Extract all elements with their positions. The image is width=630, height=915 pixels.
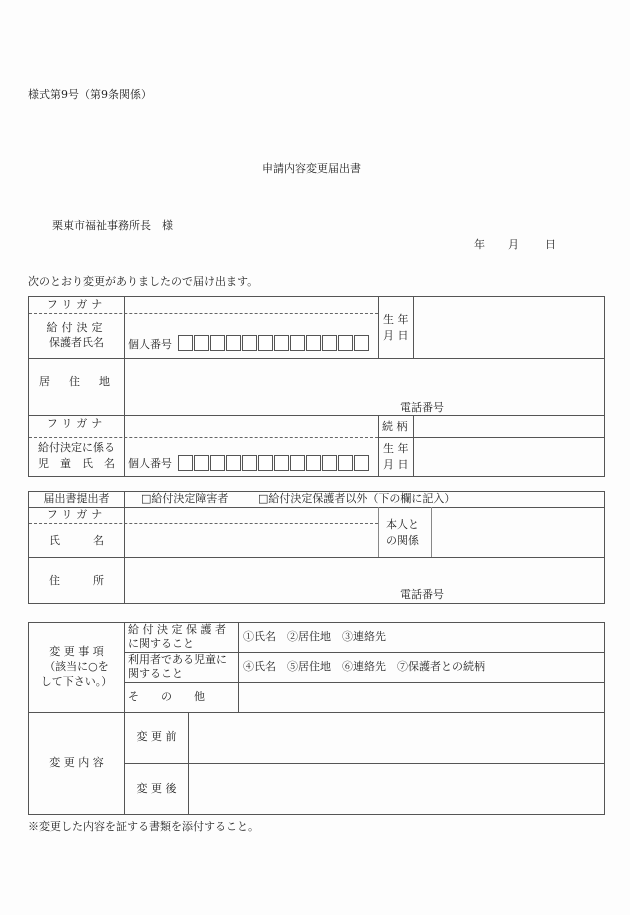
- individual-number-digit-box[interactable]: [338, 455, 353, 471]
- change-row-child-label-line2: 関すること: [128, 667, 183, 680]
- child-birthdate-input[interactable]: [418, 449, 598, 465]
- submitter-address-input[interactable]: [128, 565, 598, 583]
- change-items-label-line3: して下さい。）: [40, 675, 113, 688]
- child-birthdate-label-line1: 生 年: [383, 442, 409, 455]
- child-name-label-line1: 給付決定に係る: [38, 441, 115, 454]
- child-furigana-input[interactable]: [128, 419, 373, 433]
- guardian-birthdate-label-line1: 生 年: [383, 313, 409, 326]
- change-after-input[interactable]: [194, 780, 598, 798]
- change-row-guardian-label-line2: に関すること: [128, 637, 194, 650]
- submitter-address-label: 住 所: [49, 574, 104, 587]
- individual-number-digit-box[interactable]: [226, 455, 241, 471]
- child-relationship-label: 続 柄: [382, 420, 408, 433]
- date-day-label: 日: [545, 238, 556, 251]
- individual-number-digit-box[interactable]: [242, 335, 257, 351]
- change-row-guardian-label-line1: 給 付 決 定 保 護 者: [128, 623, 226, 636]
- guardian-furigana-input[interactable]: [128, 298, 373, 312]
- guardian-birthdate-label-line2: 月 日: [383, 329, 409, 342]
- submitter-phone-label: 電話番号: [400, 588, 444, 601]
- guardian-phone-input[interactable]: [455, 400, 595, 414]
- submitter-label: 届出書提出者: [43, 492, 110, 505]
- individual-number-digit-box[interactable]: [178, 335, 193, 351]
- child-birthdate-label-line2: 月 日: [383, 458, 409, 471]
- residence-input[interactable]: [128, 366, 598, 384]
- submitter-name-label: 氏 名: [49, 534, 104, 547]
- submitter-option-other[interactable]: □給付決定保護者以外（下の欄に記入）: [258, 492, 456, 505]
- submitter-phone-input[interactable]: [455, 587, 595, 601]
- individual-number-digit-box[interactable]: [178, 455, 193, 471]
- intro-text: 次のとおり変更がありましたので届け出ます。: [28, 275, 259, 288]
- change-row-other-label: そ の 他: [128, 690, 205, 703]
- relation-label-line1: 本人と: [386, 518, 419, 531]
- child-furigana-label: フリガナ: [46, 417, 107, 430]
- submitter-name-input[interactable]: [128, 530, 373, 548]
- individual-number-digit-box[interactable]: [242, 455, 257, 471]
- individual-number-digit-box[interactable]: [322, 335, 337, 351]
- change-before-label: 変 更 前: [136, 730, 177, 743]
- individual-number-digit-box[interactable]: [274, 455, 289, 471]
- change-before-input[interactable]: [194, 729, 598, 747]
- individual-number-digit-box[interactable]: [226, 335, 241, 351]
- child-relationship-input[interactable]: [418, 419, 598, 433]
- individual-number-digit-box[interactable]: [338, 335, 353, 351]
- individual-number-digit-box[interactable]: [258, 455, 273, 471]
- child-name-label-line2: 児 童 氏 名: [38, 457, 115, 470]
- individual-number-digit-box[interactable]: [194, 455, 209, 471]
- individual-number-digit-box[interactable]: [354, 455, 369, 471]
- form-number: 様式第9号（第9条関係）: [28, 88, 152, 101]
- date-year-label: 年: [474, 238, 485, 251]
- residence-label: 居 住 地: [39, 375, 114, 388]
- individual-number-digit-box[interactable]: [322, 455, 337, 471]
- change-row-child-label-line1: 利用者である児童に: [128, 653, 227, 666]
- guardian-phone-label: 電話番号: [400, 401, 444, 414]
- submitter-furigana-input[interactable]: [128, 509, 373, 522]
- change-after-label: 変 更 後: [136, 782, 177, 795]
- change-row-child-options[interactable]: ④氏名 ⑤居住地 ⑥連絡先 ⑦保護者との続柄: [243, 660, 485, 673]
- individual-number-digit-box[interactable]: [274, 335, 289, 351]
- individual-number-digit-box[interactable]: [354, 335, 369, 351]
- relation-input[interactable]: [436, 524, 598, 540]
- child-individual-number-label: 個人番号: [128, 457, 172, 470]
- individual-number-digit-box[interactable]: [210, 455, 225, 471]
- change-items-label-line2: （該当に○を: [44, 660, 109, 673]
- relation-label-line2: の関係: [386, 534, 419, 547]
- child-name-input[interactable]: [128, 440, 373, 454]
- addressee: 栗東市福祉事務所長 様: [52, 219, 173, 232]
- individual-number-digit-box[interactable]: [290, 455, 305, 471]
- guardian-name-label-line1: 給付決定: [46, 321, 107, 334]
- change-items-label-line1: 変 更 事 項: [49, 645, 104, 658]
- individual-number-digit-box[interactable]: [306, 455, 321, 471]
- individual-number-digit-box[interactable]: [306, 335, 321, 351]
- submitter-furigana-label: フリガナ: [46, 508, 107, 521]
- guardian-birthdate-input[interactable]: [418, 318, 598, 334]
- individual-number-digit-box[interactable]: [290, 335, 305, 351]
- date-month-label: 月: [508, 238, 519, 251]
- change-content-label: 変 更 内 容: [49, 756, 104, 769]
- guardian-name-input[interactable]: [128, 316, 373, 332]
- guardian-furigana-label: フリガナ: [46, 298, 107, 311]
- change-row-guardian-options[interactable]: ①氏名 ②居住地 ③連絡先: [243, 630, 386, 643]
- submitter-option-disabled-person[interactable]: □給付決定障害者: [141, 492, 229, 505]
- individual-number-digit-box[interactable]: [194, 335, 209, 351]
- guardian-individual-number-label: 個人番号: [128, 338, 172, 351]
- guardian-name-label-line2: 保護者氏名: [49, 336, 104, 349]
- footer-note: ※変更した内容を証する書類を添付すること。: [28, 820, 259, 833]
- change-row-other-input[interactable]: [243, 689, 598, 705]
- individual-number-digit-box[interactable]: [258, 335, 273, 351]
- individual-number-digit-box[interactable]: [210, 335, 225, 351]
- page-title: 申請内容変更届出書: [262, 162, 361, 175]
